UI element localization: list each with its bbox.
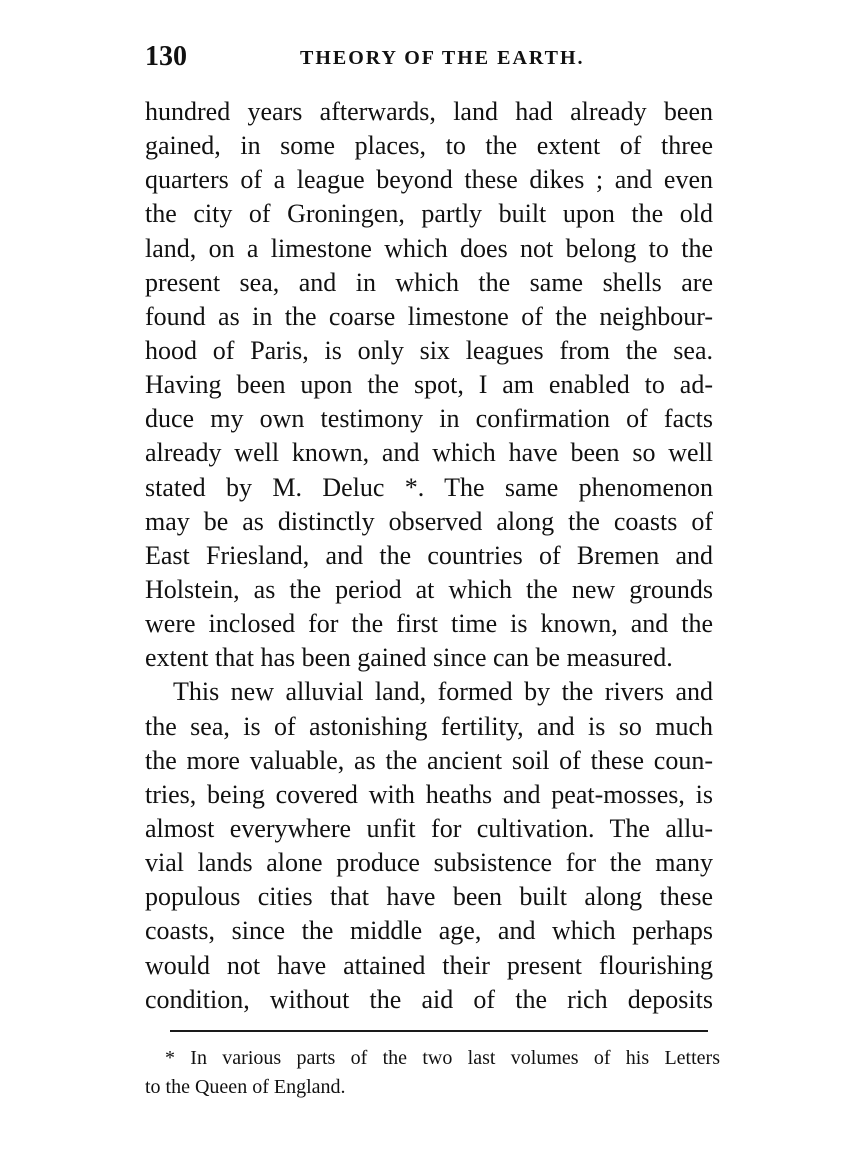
text-line: hundred years afterwards, land had already been <box>145 97 713 126</box>
text-line: vial lands alone produce subsistence for the many <box>145 848 713 878</box>
text-line: the more valuable, as the ancient soil of these coun- <box>145 745 713 775</box>
text-line: the sea, is of astonishing fertility, and is so much <box>145 711 713 741</box>
text-line: quarters of a league beyond these dikes ; and even <box>145 165 713 195</box>
text-line: found as in the coarse limestone of the neighbour- <box>145 301 713 331</box>
text-line: Having been upon the spot, I am enabled to ad- <box>145 370 713 400</box>
text-line: hood of Paris, is only six leagues from the sea. <box>145 335 713 365</box>
footnote-line: to the Queen of England. <box>145 1076 346 1098</box>
page-number: 130 <box>145 41 187 72</box>
text-line: land, on a limestone which does not belong to the <box>145 233 713 263</box>
running-head <box>145 40 713 74</box>
text-line: Holstein, as the period at which the new grounds <box>145 574 713 604</box>
text-line: coasts, since the middle age, and which perhaps <box>145 916 713 946</box>
text-line: gained, in some places, to the extent of three <box>145 131 713 161</box>
text-line: may be as distinctly observed along the coasts of <box>145 506 713 536</box>
text-line: duce my own testimony in confirmation of facts <box>145 404 713 434</box>
text-line: would not have attained their present flourishing <box>145 950 713 980</box>
text-line: present sea, and in which the same shells are <box>145 267 713 297</box>
footnote-line: * In various parts of the two last volumes of his Letters <box>165 1047 720 1069</box>
text-line: East Friesland, and the countries of Bremen and <box>145 540 713 570</box>
text-line: already well known, and which have been so well <box>145 438 713 468</box>
text-line: extent that has been gained since can be measured. <box>145 643 673 673</box>
text-line: stated by M. Deluc *. The same phenomenon <box>145 472 713 502</box>
footnote-rule <box>170 1030 708 1032</box>
text-line: almost everywhere unfit for cultivation. The allu- <box>145 813 713 843</box>
text-line: tries, being covered with heaths and peat-mosses, is <box>145 779 713 809</box>
text-line: populous cities that have been built along these <box>145 882 713 912</box>
body-text <box>145 95 713 1017</box>
text-line: the city of Groningen, partly built upon the old <box>145 199 713 229</box>
running-title: THEORY OF THE EARTH. <box>300 47 585 69</box>
text-line: were inclosed for the first time is known, and the <box>145 609 713 639</box>
paragraph-first-line: This new alluvial land, formed by the rivers and <box>173 677 713 707</box>
footnote <box>145 1044 720 1102</box>
text-line: condition, without the aid of the rich deposits <box>145 984 713 1014</box>
